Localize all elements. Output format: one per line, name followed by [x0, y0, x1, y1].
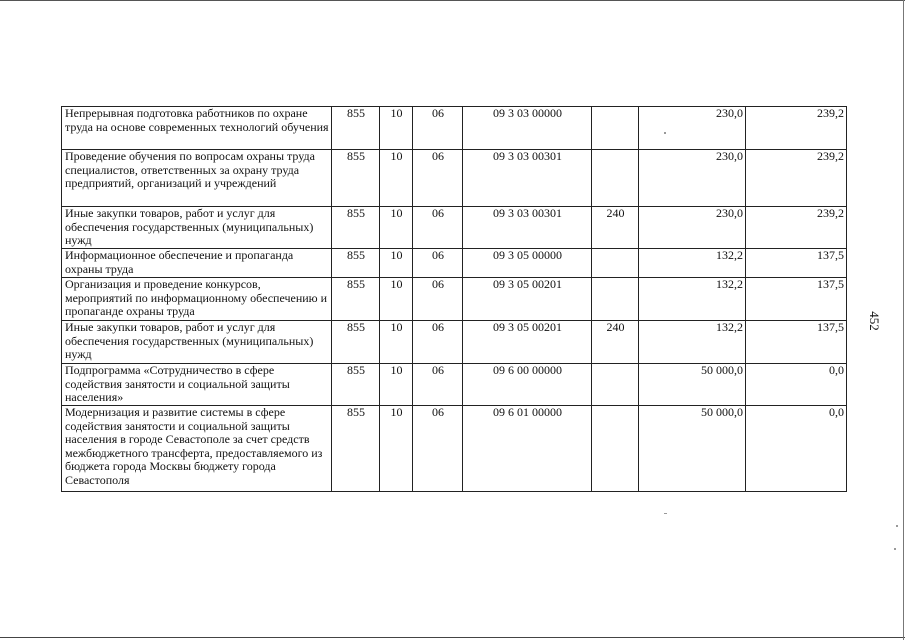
row-sum-year-2: 239,2: [746, 150, 847, 207]
table-row: [62, 364, 847, 406]
row-sum-year-1: 230,0: [639, 107, 746, 150]
row-subsection: 06: [413, 107, 463, 150]
row-target-article: 09 3 05 00201: [463, 321, 592, 364]
row-sum-year-1: 230,0: [639, 207, 746, 249]
row-section: 10: [380, 249, 413, 278]
row-section: 10: [380, 207, 413, 249]
table-row: [62, 321, 847, 364]
scan-speck: [664, 132, 666, 134]
row-subsection: 06: [413, 364, 463, 406]
row-expense-type: [592, 364, 639, 406]
row-expense-type: 240: [592, 321, 639, 364]
row-target-article: 09 3 03 00000: [463, 107, 592, 150]
row-subsection: 06: [413, 321, 463, 364]
row-section: 10: [380, 150, 413, 207]
row-target-article: 09 3 05 00201: [463, 278, 592, 321]
table-row: [62, 150, 847, 207]
scan-edge-top: [0, 0, 905, 1]
row-name: Иные закупки товаров, работ и услуг для обеспечения государственных (муниципальных) нужд: [62, 321, 332, 364]
row-gov-code: 855: [332, 364, 380, 406]
table-row: [62, 249, 847, 278]
row-section: 10: [380, 278, 413, 321]
budget-table-body: [62, 107, 847, 492]
row-target-article: 09 6 01 00000: [463, 406, 592, 492]
scan-speck: [664, 513, 667, 514]
scan-speck: [896, 525, 898, 527]
row-section: 10: [380, 406, 413, 492]
row-expense-type: [592, 249, 639, 278]
row-expense-type: [592, 278, 639, 321]
row-expense-type: [592, 150, 639, 207]
row-expense-type: 240: [592, 207, 639, 249]
row-name: Иные закупки товаров, работ и услуг для обеспечения государственных (муниципальных) нужд: [62, 207, 332, 249]
scan-edge-right: [903, 0, 904, 640]
row-gov-code: 855: [332, 249, 380, 278]
row-target-article: 09 3 03 00301: [463, 150, 592, 207]
table-row: [62, 278, 847, 321]
row-name: Модернизация и развитие системы в сфере содействия занятости и социальной защиты населения в городе Севастополе за счет средств межбюджетного трансферта, предоставляемого из бюджета города Москвы бюджету города Севастополя: [62, 406, 332, 492]
row-sum-year-2: 137,5: [746, 278, 847, 321]
row-sum-year-2: 137,5: [746, 321, 847, 364]
table-row: [62, 107, 847, 150]
row-name: Проведение обучения по вопросам охраны труда специалистов, ответственных за охрану труда предприятий, организаций и учреждений: [62, 150, 332, 207]
row-sum-year-2: 239,2: [746, 207, 847, 249]
row-sum-year-1: 132,2: [639, 278, 746, 321]
row-name: Информационное обеспечение и пропаганда охраны труда: [62, 249, 332, 278]
row-gov-code: 855: [332, 321, 380, 364]
row-gov-code: 855: [332, 150, 380, 207]
row-sum-year-1: 132,2: [639, 321, 746, 364]
page-number: 452: [867, 311, 882, 331]
row-gov-code: 855: [332, 107, 380, 150]
row-subsection: 06: [413, 207, 463, 249]
row-gov-code: 855: [332, 406, 380, 492]
row-gov-code: 855: [332, 278, 380, 321]
row-sum-year-1: 50 000,0: [639, 364, 746, 406]
row-section: 10: [380, 321, 413, 364]
row-expense-type: [592, 107, 639, 150]
table-row: [62, 406, 847, 492]
row-sum-year-1: 230,0: [639, 150, 746, 207]
row-sum-year-2: 239,2: [746, 107, 847, 150]
row-sum-year-2: 0,0: [746, 364, 847, 406]
row-subsection: 06: [413, 406, 463, 492]
row-target-article: 09 3 05 00000: [463, 249, 592, 278]
row-section: 10: [380, 364, 413, 406]
scan-edge-bottom: [0, 637, 905, 638]
budget-table: [61, 106, 847, 492]
row-subsection: 06: [413, 278, 463, 321]
row-sum-year-1: 132,2: [639, 249, 746, 278]
row-target-article: 09 3 03 00301: [463, 207, 592, 249]
row-subsection: 06: [413, 150, 463, 207]
table-row: [62, 207, 847, 249]
scan-speck: [894, 548, 896, 550]
row-sum-year-2: 0,0: [746, 406, 847, 492]
row-name: Организация и проведение конкурсов, мероприятий по информационному обеспечению и пропаганде охраны труда: [62, 278, 332, 321]
row-sum-year-2: 137,5: [746, 249, 847, 278]
row-name: Подпрограмма «Сотрудничество в сфере содействия занятости и социальной защиты населения»: [62, 364, 332, 406]
row-target-article: 09 6 00 00000: [463, 364, 592, 406]
row-name: Непрерывная подготовка работников по охране труда на основе современных технологий обучения: [62, 107, 332, 150]
row-section: 10: [380, 107, 413, 150]
row-expense-type: [592, 406, 639, 492]
row-gov-code: 855: [332, 207, 380, 249]
row-subsection: 06: [413, 249, 463, 278]
row-sum-year-1: 50 000,0: [639, 406, 746, 492]
